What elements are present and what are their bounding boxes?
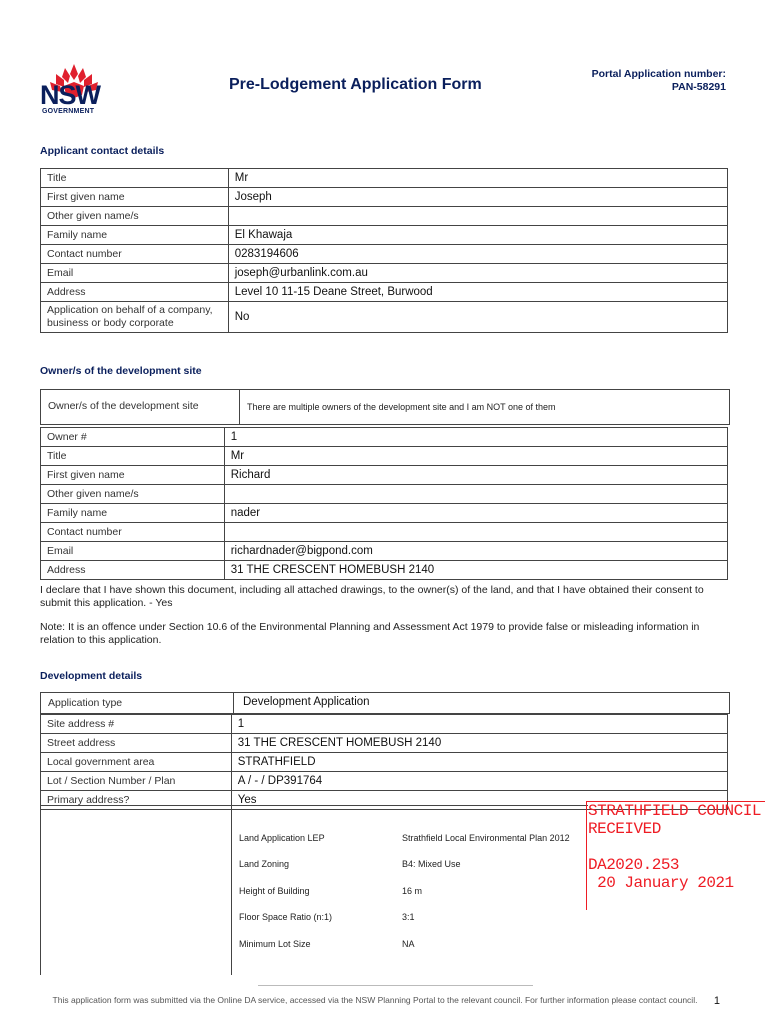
lep-value: NA: [402, 939, 415, 949]
row-label: Address: [41, 561, 225, 580]
owner-table: [40, 427, 728, 580]
owners-box-value: There are multiple owners of the development site and I am NOT one of them: [247, 402, 556, 412]
row-label: Title: [41, 169, 229, 188]
row-label: Other given name/s: [41, 207, 229, 226]
table-row: [41, 504, 728, 523]
row-label: Other given name/s: [41, 485, 225, 504]
owner-declaration: I declare that I have shown this document, including all attached drawings, to the owner(s) of the land, and that I have obtained their consent to submit this application. - Yes: [40, 584, 704, 609]
table-row: [41, 447, 728, 466]
portal-number-block: [592, 68, 726, 94]
table-row: [41, 245, 728, 264]
development-section-title: Development details: [40, 670, 143, 682]
row-value: Mr: [224, 447, 727, 466]
lep-label: Height of Building: [239, 886, 310, 896]
row-value: 31 THE CRESCENT HOMEBUSH 2140: [231, 734, 727, 753]
application-type-label: Application type: [48, 697, 123, 709]
owners-status-box: [40, 389, 730, 425]
behalf-value: No: [228, 302, 727, 333]
logo-subtext: GOVERNMENT: [42, 108, 95, 115]
owners-box-divider: [239, 390, 241, 424]
stamp-council-line: STRATHFIELD COUNCIL: [588, 802, 761, 820]
application-type-value: Development Application: [243, 696, 370, 708]
row-value: Richard: [224, 466, 727, 485]
row-value: Level 10 11-15 Deane Street, Burwood: [228, 283, 727, 302]
behalf-label-line2: business or body corporate: [47, 317, 174, 329]
table-row: [41, 169, 728, 188]
row-value: A / - / DP391764: [231, 772, 727, 791]
row-value: Joseph: [228, 188, 727, 207]
row-label: Family name: [41, 226, 229, 245]
table-row: [41, 466, 728, 485]
table-row: [41, 734, 728, 753]
row-value: STRATHFIELD: [231, 753, 727, 772]
table-row: [41, 283, 728, 302]
logo-text: NSW: [40, 80, 100, 110]
application-type-box: [40, 692, 730, 714]
stamp-date: 20 January 2021: [588, 874, 734, 892]
applicant-table: [40, 168, 728, 333]
row-value: El Khawaja: [228, 226, 727, 245]
table-row: [41, 485, 728, 504]
row-label: Site address #: [41, 715, 232, 734]
table-row: [41, 207, 728, 226]
table-row: [41, 302, 728, 333]
row-label: Primary address?: [41, 791, 232, 810]
row-label: Title: [41, 447, 225, 466]
footer-text: This application form was submitted via the Online DA service, accessed via the NSW Planning Portal to the relevant council. For further information please contact council.: [52, 995, 698, 1005]
row-label: Address: [41, 283, 229, 302]
row-label: Email: [41, 542, 225, 561]
lep-panel-top-border: [40, 805, 588, 806]
page-number: 1: [713, 995, 720, 1007]
lep-label: Floor Space Ratio (n:1): [239, 912, 333, 922]
table-row: [41, 753, 728, 772]
lep-label: Land Zoning: [239, 859, 290, 869]
row-value: 31 THE CRESCENT HOMEBUSH 2140: [224, 561, 727, 580]
row-value: 1: [224, 428, 727, 447]
row-label: Street address: [41, 734, 232, 753]
row-label: Lot / Section Number / Plan: [41, 772, 232, 791]
applicant-section-title: Applicant contact details: [40, 145, 165, 157]
lep-panel-left-border: [40, 805, 41, 975]
lep-value: 16 m: [402, 886, 423, 896]
owners-section-title: Owner/s of the development site: [40, 365, 202, 377]
lep-panel-divider: [231, 805, 232, 975]
row-value: [228, 207, 727, 226]
table-row: [41, 428, 728, 447]
row-value: Yes: [231, 791, 727, 810]
row-value: 1: [231, 715, 727, 734]
row-value: nader: [224, 504, 727, 523]
row-value: richardnader@bigpond.com: [224, 542, 727, 561]
behalf-label-line1: Application on behalf of a company,: [47, 304, 213, 316]
row-label: Contact number: [41, 523, 225, 542]
row-label: First given name: [41, 188, 229, 207]
portal-number: PAN-58291: [671, 81, 726, 93]
lep-value: 3:1: [402, 912, 415, 922]
application-type-divider: [233, 693, 235, 713]
row-value: [224, 485, 727, 504]
table-row: [41, 715, 728, 734]
table-row: [41, 561, 728, 580]
page-title: Pre-Lodgement Application Form: [229, 76, 482, 93]
table-row: [41, 542, 728, 561]
row-label: Owner #: [41, 428, 225, 447]
lep-label: Minimum Lot Size: [239, 939, 311, 949]
offence-note: Note: It is an offence under Section 10.6 of the Environmental Planning and Assessment Act 1979 to provide false or misleading information in relation to this application.: [40, 621, 700, 646]
row-label: Contact number: [41, 245, 229, 264]
row-value: [224, 523, 727, 542]
table-row: [41, 226, 728, 245]
row-value: Mr: [228, 169, 727, 188]
row-label: First given name: [41, 466, 225, 485]
portal-label: Portal Application number:: [591, 68, 726, 80]
row-value: joseph@urbanlink.com.au: [228, 264, 727, 283]
row-label: Email: [41, 264, 229, 283]
owners-box-label: Owner/s of the development site: [48, 400, 199, 412]
row-label: Family name: [41, 504, 225, 523]
stamp-received-line: RECEIVED: [588, 820, 661, 838]
table-row: [41, 188, 728, 207]
stamp-da-number: DA2020.253: [588, 856, 680, 874]
lep-label: Land Application LEP: [239, 833, 325, 843]
footer-rule: [258, 985, 533, 986]
row-value: 0283194606: [228, 245, 727, 264]
behalf-label: [41, 302, 229, 333]
lep-value: Strathfield Local Environmental Plan 2012: [402, 833, 570, 843]
table-row: [41, 772, 728, 791]
lep-value: B4: Mixed Use: [402, 859, 461, 869]
table-row: [41, 264, 728, 283]
table-row: [41, 523, 728, 542]
row-label: Local government area: [41, 753, 232, 772]
site-address-table: [40, 714, 728, 810]
